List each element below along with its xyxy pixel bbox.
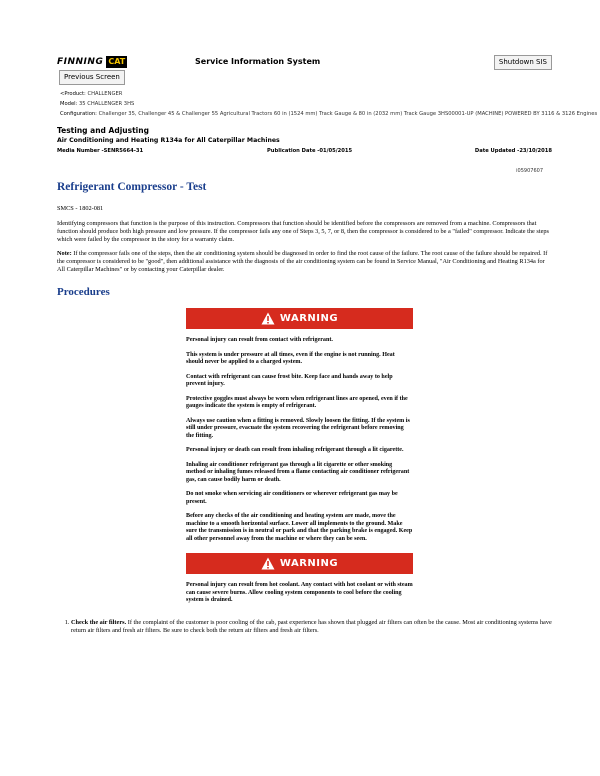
product-label: <Product: xyxy=(60,91,86,97)
previous-screen-button[interactable]: Previous Screen xyxy=(59,70,125,85)
warning-triangle-icon xyxy=(261,557,275,570)
warning-paragraph: Contact with refrigerant can cause frost bite. Keep face and hands away to help prevent injury. xyxy=(186,373,393,387)
logo-text: FINNING xyxy=(57,57,104,67)
document-category: Testing and Adjusting xyxy=(57,126,149,135)
finning-cat-logo xyxy=(57,55,127,69)
warning-paragraph: Always use caution when a fitting is removed. Slowly loosen the fitting. If the system is still under pressure, evacuate the system recovering the refrigerant before removing the fitting. xyxy=(186,417,410,439)
note-text: If the compressor fails one of the steps, then the air conditioning system should be diagnosed in order to find the root cause of the failure. The root cause of the failure should be repaired. If the compressor is considered to be "good", then additional assistance with the diagnosis of the air conditioning system can be found in Service Manual, "Air Conditioning and Heating R134a for All Caterpillar Machines" or by contacting your Caterpillar dealer. xyxy=(57,250,548,273)
model-value: 35 CHALLENGER 3HS xyxy=(78,101,135,107)
warning-paragraph: Personal injury or death can result from inhaling refrigerant through a lit cigarette. xyxy=(186,447,404,453)
warning-paragraph: Do not smoke when servicing air conditioners or wherever refrigerant gas may be present. xyxy=(186,491,398,505)
warning-label: WARNING xyxy=(279,558,339,569)
shutdown-sis-button[interactable]: Shutdown SIS xyxy=(494,55,552,70)
warning-triangle-icon xyxy=(261,312,275,325)
intro-paragraph: Identifying compressors that function is the purpose of this instruction. Compressors that function should be identified before the compressors are removed from a machine. Compressors that function should produce both high pressure and low pressure. If the compressor fails any one of Steps 3, 5, 7, or 8, then the compressor is considered to be a "failed" compressor. Indicate the steps which were failed by the compressor in the story for a warranty claim. xyxy=(57,220,549,243)
configuration-value: Challenger 35, Challenger 45 & Challenger 55 Agricultural Tractors 60 in (1524 mm) Track Gauge & 80 in (2032 mm) Track Gauge 3HS00001-UP (MACHINE) POWERED BY 3116 & 3126 Engines xyxy=(98,111,598,117)
warning-box-coolant xyxy=(186,553,413,605)
warning-paragraph: Personal injury can result from hot coolant. Any contact with hot coolant or with steam can cause severe burns. Allow cooling system components to cool before the cooling system is drained. xyxy=(186,582,413,603)
warning-paragraph: This system is under pressure at all times, even if the engine is not running. Heat should never be applied to a charged system. xyxy=(186,351,395,365)
warning-banner xyxy=(186,553,413,574)
image-id: i05907607 xyxy=(516,168,543,174)
app-title: Service Information System xyxy=(195,57,321,66)
document-body xyxy=(57,181,552,635)
smcs-code: SMCS - 1802-081 xyxy=(57,205,104,212)
warning-banner xyxy=(186,308,413,329)
product-value: CHALLENGER xyxy=(87,91,123,97)
step-title: Check the air filters. xyxy=(71,618,127,626)
document-info-row xyxy=(57,148,552,158)
page-title: Refrigerant Compressor - Test xyxy=(57,181,207,193)
warning-box-refrigerant xyxy=(186,308,413,543)
warning-paragraph: Before any checks of the air conditioning and heating system are made, move the machine to a smooth horizontal surface. Lower all implements to the ground. Make sure the transmission is in neutral or park and that the parking brake is engaged. Keep all other personnel away from the machine or where they can be seen. xyxy=(186,513,413,542)
configuration-label: Configuration: xyxy=(60,111,97,117)
warning-paragraph: Inhaling air conditioner refrigerant gas through a lit cigarette or other smoking method or inhaling fumes released from a flame contacting air conditioner refrigerant gas, can cause bodily harm or death. xyxy=(186,461,410,483)
warning-text xyxy=(186,574,413,605)
warning-label: WARNING xyxy=(279,313,339,324)
product-meta xyxy=(60,89,597,119)
procedure-step xyxy=(71,619,552,635)
document-header xyxy=(57,126,552,158)
configuration-line xyxy=(60,109,597,119)
step-text: If the complaint of the customer is poor cooling of the cab, past experience has shown that plugged air filters can often be the cause. Most air conditioning systems have return air filters and fresh air filters. Be sure to check both the return air filters and fresh air filters. xyxy=(71,618,552,634)
logo-cat-badge: CAT xyxy=(108,57,126,66)
model-line xyxy=(60,99,597,109)
media-number: Media Number -SENR5664-31 xyxy=(57,148,144,154)
warning-paragraph: Personal injury can result from contact with refrigerant. xyxy=(186,337,333,343)
warning-paragraph: Protective goggles must always be worn when refrigerant lines are opened, even if the gauges indicate the system is empty of refrigerant. xyxy=(186,395,408,409)
page-header xyxy=(57,53,552,83)
product-line xyxy=(60,89,597,99)
procedures-heading: Procedures xyxy=(57,286,110,298)
note-label: Note: xyxy=(57,250,72,257)
date-updated: Date Updated -23/10/2018 xyxy=(474,148,552,154)
model-label: Model: xyxy=(60,101,78,107)
note-paragraph xyxy=(57,250,552,274)
procedure-steps xyxy=(57,619,552,635)
warning-text xyxy=(186,329,413,543)
document-subtitle: Air Conditioning and Heating R134a for All Caterpillar Machines xyxy=(57,137,280,144)
publication-date: Publication Date -01/05/2015 xyxy=(267,148,353,154)
